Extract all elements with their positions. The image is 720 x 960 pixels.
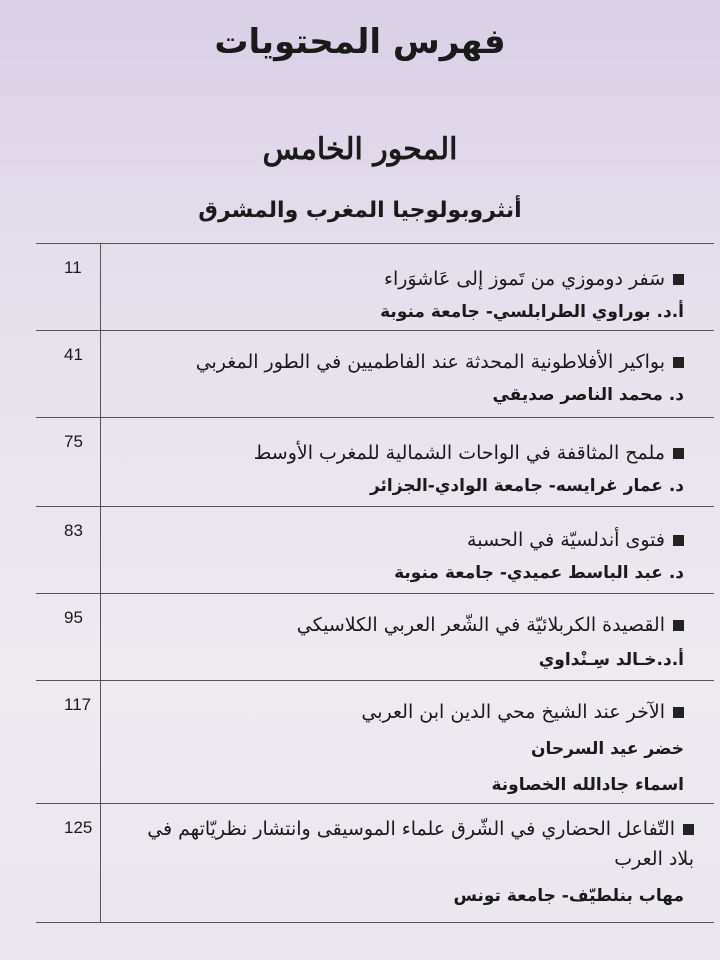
entry-author: اسماء جادالله الخصاونة: [491, 775, 684, 795]
square-bullet-icon: [673, 448, 684, 459]
toc-row: [36, 506, 714, 593]
square-bullet-icon: [673, 535, 684, 546]
entry-title: ملمح المثاقفة في الواحات الشمالية للمغرب الأوسط: [106, 442, 684, 464]
toc-table: [36, 243, 714, 923]
toc-row: [36, 243, 714, 330]
square-bullet-icon: [673, 707, 684, 718]
section-subtitle: أنثروبولوجيا المغرب والمشرق: [198, 198, 522, 223]
entry-title: التّفاعل الحضاري في الشّرق علماء الموسيقى وانتشار نظريّاتهم في: [106, 818, 694, 840]
page-number: 83: [64, 521, 83, 540]
square-bullet-icon: [673, 620, 684, 631]
page-number: 95: [64, 608, 83, 627]
entry-title-line2: بلاد العرب: [614, 848, 694, 870]
entry-author: خضر عيد السرحان: [530, 739, 684, 759]
square-bullet-icon: [673, 357, 684, 368]
page-number: 75: [64, 432, 83, 451]
page-number: 117: [64, 695, 92, 714]
toc-row: [36, 593, 714, 680]
toc-row: [36, 417, 714, 506]
entry-title: سَفر دوموزي من تَموز إلى عَاشوَراء: [106, 268, 684, 290]
toc-row: [36, 680, 714, 803]
section-heading: المحور الخامس: [262, 132, 458, 167]
page-number: 41: [64, 345, 83, 364]
square-bullet-icon: [673, 274, 684, 285]
entry-author: أ.د. بوراوي الطرابلسي- جامعة منوبة: [380, 302, 684, 322]
entry-title: القصيدة الكربلائيّة في الشّعر العربي الكلاسيكي: [106, 614, 684, 636]
page-number: 125: [64, 818, 93, 837]
entry-author: مهاب بنلطيّف- جامعة تونس: [453, 886, 684, 906]
page-title: فهرس المحتويات: [214, 22, 506, 62]
toc-row: [36, 803, 714, 923]
entry-author: د. محمد الناصر صديقي: [492, 385, 684, 405]
toc-row: [36, 330, 714, 417]
entry-author: د. عمار غرايسه- جامعة الوادي-الجزائر: [369, 476, 684, 496]
entry-title: الآخر عند الشيخ محي الدين ابن العربي: [106, 701, 684, 723]
page-number: 11: [64, 258, 82, 277]
square-bullet-icon: [683, 824, 694, 835]
entry-title: بواكير الأفلاطونية المحدثة عند الفاطميين في الطور المغربي: [106, 351, 684, 373]
entry-author: أ.د.خـالد سِـنْداوي: [538, 650, 684, 670]
entry-author: د. عبد الباسط عميدي- جامعة منوبة: [394, 563, 684, 583]
entry-title: فتوى أندلسيّة في الحسبة: [106, 529, 684, 551]
